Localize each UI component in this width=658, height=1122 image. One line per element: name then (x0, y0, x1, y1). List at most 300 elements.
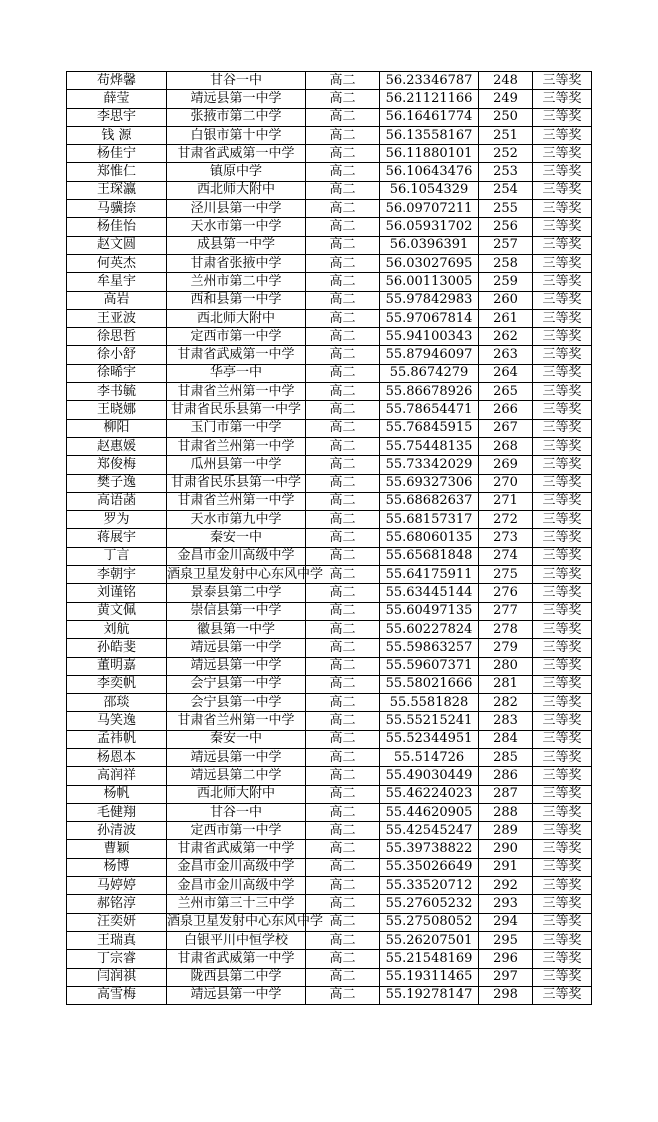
table-row (67, 639, 592, 657)
score-cell: 55.44620905 (380, 803, 479, 821)
student-name-cell: 邵琰 (67, 694, 167, 712)
school-cell: 甘肃省武威第一中学 (167, 950, 306, 968)
table-row (67, 748, 592, 766)
school-cell: 甘肃省民乐县第一中学 (167, 401, 306, 419)
school-cell: 兰州市第二中学 (167, 273, 306, 291)
rank-cell: 258 (479, 254, 533, 272)
table-row (67, 309, 592, 327)
school-cell: 徽县第一中学 (167, 620, 306, 638)
results-table (66, 71, 592, 1005)
table-row (67, 419, 592, 437)
table-row (67, 218, 592, 236)
rank-cell: 278 (479, 620, 533, 638)
award-cell: 三等奖 (533, 895, 592, 913)
student-name-cell: 牟星宇 (67, 273, 167, 291)
rank-cell: 252 (479, 145, 533, 163)
rank-cell: 251 (479, 126, 533, 144)
table-row (67, 474, 592, 492)
score-cell: 55.59863257 (380, 639, 479, 657)
rank-cell: 297 (479, 968, 533, 986)
school-cell: 景泰县第二中学 (167, 584, 306, 602)
grade-cell: 高二 (306, 126, 380, 144)
award-cell: 三等奖 (533, 474, 592, 492)
grade-cell: 高二 (306, 895, 380, 913)
table-row (67, 931, 592, 949)
award-cell: 三等奖 (533, 273, 592, 291)
rank-cell: 265 (479, 383, 533, 401)
student-name-cell: 徐思哲 (67, 328, 167, 346)
school-cell: 金昌市金川高级中学 (167, 547, 306, 565)
table-row (67, 657, 592, 675)
student-name-cell: 孙清波 (67, 822, 167, 840)
school-cell: 靖远县第一中学 (167, 657, 306, 675)
grade-cell: 高二 (306, 767, 380, 785)
rank-cell: 264 (479, 364, 533, 382)
grade-cell: 高二 (306, 620, 380, 638)
award-cell: 三等奖 (533, 437, 592, 455)
grade-cell: 高二 (306, 968, 380, 986)
score-cell: 55.49030449 (380, 767, 479, 785)
student-name-cell: 高语菡 (67, 492, 167, 510)
student-name-cell: 王亚波 (67, 309, 167, 327)
grade-cell: 高二 (306, 529, 380, 547)
school-cell: 会宁县第一中学 (167, 694, 306, 712)
award-cell: 三等奖 (533, 620, 592, 638)
award-cell: 三等奖 (533, 90, 592, 108)
score-cell: 55.68157317 (380, 511, 479, 529)
score-cell: 56.13558167 (380, 126, 479, 144)
school-cell: 金昌市金川高级中学 (167, 858, 306, 876)
award-cell: 三等奖 (533, 108, 592, 126)
award-cell: 三等奖 (533, 858, 592, 876)
student-name-cell: 郝铭淳 (67, 895, 167, 913)
award-cell: 三等奖 (533, 181, 592, 199)
school-cell: 瓜州县第一中学 (167, 456, 306, 474)
rank-cell: 280 (479, 657, 533, 675)
award-cell: 三等奖 (533, 346, 592, 364)
student-name-cell: 柳阳 (67, 419, 167, 437)
award-cell: 三等奖 (533, 931, 592, 949)
award-cell: 三等奖 (533, 401, 592, 419)
score-cell: 56.21121166 (380, 90, 479, 108)
award-cell: 三等奖 (533, 566, 592, 584)
rank-cell: 296 (479, 950, 533, 968)
grade-cell: 高二 (306, 328, 380, 346)
school-cell: 秦安一中 (167, 529, 306, 547)
table-row (67, 840, 592, 858)
student-name-cell: 王瑞真 (67, 931, 167, 949)
rank-cell: 266 (479, 401, 533, 419)
student-name-cell: 高雪梅 (67, 986, 167, 1004)
school-cell: 白银平川中恒学校 (167, 931, 306, 949)
student-name-cell: 杨博 (67, 858, 167, 876)
rank-cell: 287 (479, 785, 533, 803)
table-row (67, 602, 592, 620)
school-cell: 西北师大附中 (167, 309, 306, 327)
grade-cell: 高二 (306, 675, 380, 693)
score-cell: 55.76845915 (380, 419, 479, 437)
table-row (67, 163, 592, 181)
award-cell: 三等奖 (533, 785, 592, 803)
student-name-cell: 刘航 (67, 620, 167, 638)
table-row (67, 90, 592, 108)
school-cell: 白银市第十中学 (167, 126, 306, 144)
rank-cell: 298 (479, 986, 533, 1004)
school-cell: 甘肃省兰州第一中学 (167, 712, 306, 730)
award-cell: 三等奖 (533, 712, 592, 730)
grade-cell: 高二 (306, 291, 380, 309)
award-cell: 三等奖 (533, 254, 592, 272)
rank-cell: 274 (479, 547, 533, 565)
table-row (67, 803, 592, 821)
student-name-cell: 蒋展宇 (67, 529, 167, 547)
student-name-cell: 徐小舒 (67, 346, 167, 364)
grade-cell: 高二 (306, 163, 380, 181)
table-row (67, 273, 592, 291)
results-table-body (67, 72, 592, 1005)
score-cell: 55.75448135 (380, 437, 479, 455)
grade-cell: 高二 (306, 822, 380, 840)
rank-cell: 295 (479, 931, 533, 949)
score-cell: 56.00113005 (380, 273, 479, 291)
rank-cell: 293 (479, 895, 533, 913)
award-cell: 三等奖 (533, 547, 592, 565)
school-cell: 酒泉卫星发射中心东风中学 (167, 913, 306, 931)
rank-cell: 271 (479, 492, 533, 510)
table-row (67, 346, 592, 364)
school-cell: 张掖市第二中学 (167, 108, 306, 126)
grade-cell: 高二 (306, 273, 380, 291)
score-cell: 55.26207501 (380, 931, 479, 949)
grade-cell: 高二 (306, 218, 380, 236)
table-row (67, 675, 592, 693)
award-cell: 三等奖 (533, 456, 592, 474)
rank-cell: 286 (479, 767, 533, 785)
table-row (67, 383, 592, 401)
grade-cell: 高二 (306, 913, 380, 931)
score-cell: 55.73342029 (380, 456, 479, 474)
score-cell: 55.78654471 (380, 401, 479, 419)
school-cell: 崇信县第一中学 (167, 602, 306, 620)
school-cell: 秦安一中 (167, 730, 306, 748)
student-name-cell: 杨佳怡 (67, 218, 167, 236)
grade-cell: 高二 (306, 712, 380, 730)
student-name-cell: 丁言 (67, 547, 167, 565)
student-name-cell: 高岩 (67, 291, 167, 309)
score-cell: 56.09707211 (380, 200, 479, 218)
rank-cell: 272 (479, 511, 533, 529)
table-row (67, 456, 592, 474)
grade-cell: 高二 (306, 145, 380, 163)
school-cell: 甘肃省武威第一中学 (167, 840, 306, 858)
score-cell: 55.39738822 (380, 840, 479, 858)
school-cell: 甘肃省武威第一中学 (167, 145, 306, 163)
award-cell: 三等奖 (533, 145, 592, 163)
score-cell: 55.27605232 (380, 895, 479, 913)
award-cell: 三等奖 (533, 877, 592, 895)
table-row (67, 730, 592, 748)
score-cell: 55.63445144 (380, 584, 479, 602)
student-name-cell: 赵惠媛 (67, 437, 167, 455)
rank-cell: 255 (479, 200, 533, 218)
award-cell: 三等奖 (533, 748, 592, 766)
school-cell: 甘谷一中 (167, 803, 306, 821)
school-cell: 甘肃省民乐县第一中学 (167, 474, 306, 492)
score-cell: 55.35026649 (380, 858, 479, 876)
rank-cell: 250 (479, 108, 533, 126)
grade-cell: 高二 (306, 90, 380, 108)
table-row (67, 767, 592, 785)
table-row (67, 108, 592, 126)
table-row (67, 620, 592, 638)
award-cell: 三等奖 (533, 200, 592, 218)
table-row (67, 566, 592, 584)
rank-cell: 249 (479, 90, 533, 108)
student-name-cell: 李奕帆 (67, 675, 167, 693)
school-cell: 靖远县第一中学 (167, 639, 306, 657)
rank-cell: 260 (479, 291, 533, 309)
student-name-cell: 杨佳宁 (67, 145, 167, 163)
award-cell: 三等奖 (533, 913, 592, 931)
score-cell: 55.21548169 (380, 950, 479, 968)
award-cell: 三等奖 (533, 767, 592, 785)
rank-cell: 268 (479, 437, 533, 455)
score-cell: 56.05931702 (380, 218, 479, 236)
table-row (67, 364, 592, 382)
grade-cell: 高二 (306, 584, 380, 602)
award-cell: 三等奖 (533, 986, 592, 1004)
award-cell: 三等奖 (533, 511, 592, 529)
grade-cell: 高二 (306, 877, 380, 895)
grade-cell: 高二 (306, 602, 380, 620)
rank-cell: 262 (479, 328, 533, 346)
rank-cell: 282 (479, 694, 533, 712)
grade-cell: 高二 (306, 236, 380, 254)
score-cell: 56.1054329 (380, 181, 479, 199)
rank-cell: 276 (479, 584, 533, 602)
student-name-cell: 马婷婷 (67, 877, 167, 895)
score-cell: 55.97067814 (380, 309, 479, 327)
table-row (67, 511, 592, 529)
award-cell: 三等奖 (533, 364, 592, 382)
student-name-cell: 李朝宇 (67, 566, 167, 584)
award-cell: 三等奖 (533, 383, 592, 401)
award-cell: 三等奖 (533, 730, 592, 748)
student-name-cell: 马笑逸 (67, 712, 167, 730)
school-cell: 陇西县第二中学 (167, 968, 306, 986)
score-cell: 55.5581828 (380, 694, 479, 712)
grade-cell: 高二 (306, 437, 380, 455)
rank-cell: 270 (479, 474, 533, 492)
grade-cell: 高二 (306, 931, 380, 949)
school-cell: 酒泉卫星发射中心东风中学 (167, 566, 306, 584)
student-name-cell: 丁宗睿 (67, 950, 167, 968)
score-cell: 55.52344951 (380, 730, 479, 748)
table-row (67, 858, 592, 876)
student-name-cell: 樊子逸 (67, 474, 167, 492)
award-cell: 三等奖 (533, 419, 592, 437)
score-cell: 55.58021666 (380, 675, 479, 693)
student-name-cell: 马骥捺 (67, 200, 167, 218)
table-row (67, 145, 592, 163)
student-name-cell: 罗为 (67, 511, 167, 529)
grade-cell: 高二 (306, 108, 380, 126)
award-cell: 三等奖 (533, 950, 592, 968)
score-cell: 55.27508052 (380, 913, 479, 931)
score-cell: 55.514726 (380, 748, 479, 766)
rank-cell: 284 (479, 730, 533, 748)
score-cell: 55.64175911 (380, 566, 479, 584)
grade-cell: 高二 (306, 858, 380, 876)
student-name-cell: 曹颖 (67, 840, 167, 858)
grade-cell: 高二 (306, 950, 380, 968)
student-name-cell: 郑俊梅 (67, 456, 167, 474)
score-cell: 55.68682637 (380, 492, 479, 510)
grade-cell: 高二 (306, 748, 380, 766)
table-row (67, 200, 592, 218)
school-cell: 镇原中学 (167, 163, 306, 181)
school-cell: 成县第一中学 (167, 236, 306, 254)
table-row (67, 254, 592, 272)
score-cell: 55.65681848 (380, 547, 479, 565)
student-name-cell: 钱 源 (67, 126, 167, 144)
student-name-cell: 闫润祺 (67, 968, 167, 986)
score-cell: 55.87946097 (380, 346, 479, 364)
grade-cell: 高二 (306, 474, 380, 492)
student-name-cell: 董明嘉 (67, 657, 167, 675)
table-row (67, 895, 592, 913)
grade-cell: 高二 (306, 419, 380, 437)
school-cell: 甘肃省张掖中学 (167, 254, 306, 272)
school-cell: 靖远县第一中学 (167, 90, 306, 108)
score-cell: 55.60227824 (380, 620, 479, 638)
school-cell: 天水市第一中学 (167, 218, 306, 236)
school-cell: 甘肃省武威第一中学 (167, 346, 306, 364)
student-name-cell: 刘谨铭 (67, 584, 167, 602)
score-cell: 55.68060135 (380, 529, 479, 547)
award-cell: 三等奖 (533, 291, 592, 309)
rank-cell: 254 (479, 181, 533, 199)
school-cell: 华亭一中 (167, 364, 306, 382)
award-cell: 三等奖 (533, 840, 592, 858)
award-cell: 三等奖 (533, 968, 592, 986)
table-row (67, 181, 592, 199)
table-row (67, 913, 592, 931)
grade-cell: 高二 (306, 840, 380, 858)
rank-cell: 294 (479, 913, 533, 931)
rank-cell: 275 (479, 566, 533, 584)
school-cell: 西北师大附中 (167, 181, 306, 199)
table-row (67, 529, 592, 547)
rank-cell: 277 (479, 602, 533, 620)
rank-cell: 261 (479, 309, 533, 327)
school-cell: 靖远县第二中学 (167, 767, 306, 785)
award-cell: 三等奖 (533, 236, 592, 254)
award-cell: 三等奖 (533, 822, 592, 840)
school-cell: 兰州市第三十三中学 (167, 895, 306, 913)
grade-cell: 高二 (306, 346, 380, 364)
student-name-cell: 李思宇 (67, 108, 167, 126)
table-row (67, 437, 592, 455)
award-cell: 三等奖 (533, 657, 592, 675)
score-cell: 55.60497135 (380, 602, 479, 620)
student-name-cell: 何英杰 (67, 254, 167, 272)
student-name-cell: 黄文佩 (67, 602, 167, 620)
grade-cell: 高二 (306, 254, 380, 272)
table-row (67, 126, 592, 144)
score-cell: 55.8674279 (380, 364, 479, 382)
rank-cell: 267 (479, 419, 533, 437)
rank-cell: 283 (479, 712, 533, 730)
award-cell: 三等奖 (533, 72, 592, 90)
student-name-cell: 杨恩本 (67, 748, 167, 766)
student-name-cell: 毛健翔 (67, 803, 167, 821)
table-row (67, 236, 592, 254)
student-name-cell: 孟祎帆 (67, 730, 167, 748)
table-row (67, 547, 592, 565)
school-cell: 玉门市第一中学 (167, 419, 306, 437)
award-cell: 三等奖 (533, 309, 592, 327)
school-cell: 定西市第一中学 (167, 328, 306, 346)
student-name-cell: 徐晞宇 (67, 364, 167, 382)
rank-cell: 281 (479, 675, 533, 693)
student-name-cell: 郑惟仁 (67, 163, 167, 181)
grade-cell: 高二 (306, 456, 380, 474)
rank-cell: 257 (479, 236, 533, 254)
rank-cell: 288 (479, 803, 533, 821)
table-row (67, 712, 592, 730)
score-cell: 55.86678926 (380, 383, 479, 401)
table-row (67, 492, 592, 510)
award-cell: 三等奖 (533, 163, 592, 181)
rank-cell: 290 (479, 840, 533, 858)
grade-cell: 高二 (306, 401, 380, 419)
score-cell: 56.11880101 (380, 145, 479, 163)
school-cell: 甘肃省兰州第一中学 (167, 492, 306, 510)
rank-cell: 291 (479, 858, 533, 876)
school-cell: 西北师大附中 (167, 785, 306, 803)
student-name-cell: 李书毓 (67, 383, 167, 401)
student-name-cell: 汪奕妍 (67, 913, 167, 931)
table-row (67, 877, 592, 895)
grade-cell: 高二 (306, 492, 380, 510)
score-cell: 55.69327306 (380, 474, 479, 492)
table-row (67, 822, 592, 840)
score-cell: 56.0396391 (380, 236, 479, 254)
award-cell: 三等奖 (533, 639, 592, 657)
rank-cell: 248 (479, 72, 533, 90)
grade-cell: 高二 (306, 72, 380, 90)
score-cell: 55.55215241 (380, 712, 479, 730)
school-cell: 西和县第一中学 (167, 291, 306, 309)
grade-cell: 高二 (306, 364, 380, 382)
table-row (67, 328, 592, 346)
table-row (67, 986, 592, 1004)
school-cell: 会宁县第一中学 (167, 675, 306, 693)
rank-cell: 273 (479, 529, 533, 547)
score-cell: 56.16461774 (380, 108, 479, 126)
school-cell: 泾川县第一中学 (167, 200, 306, 218)
award-cell: 三等奖 (533, 694, 592, 712)
award-cell: 三等奖 (533, 602, 592, 620)
school-cell: 靖远县第一中学 (167, 748, 306, 766)
table-row (67, 401, 592, 419)
student-name-cell: 薛莹 (67, 90, 167, 108)
award-cell: 三等奖 (533, 218, 592, 236)
student-name-cell: 赵文圆 (67, 236, 167, 254)
score-cell: 55.19311465 (380, 968, 479, 986)
score-cell: 56.10643476 (380, 163, 479, 181)
